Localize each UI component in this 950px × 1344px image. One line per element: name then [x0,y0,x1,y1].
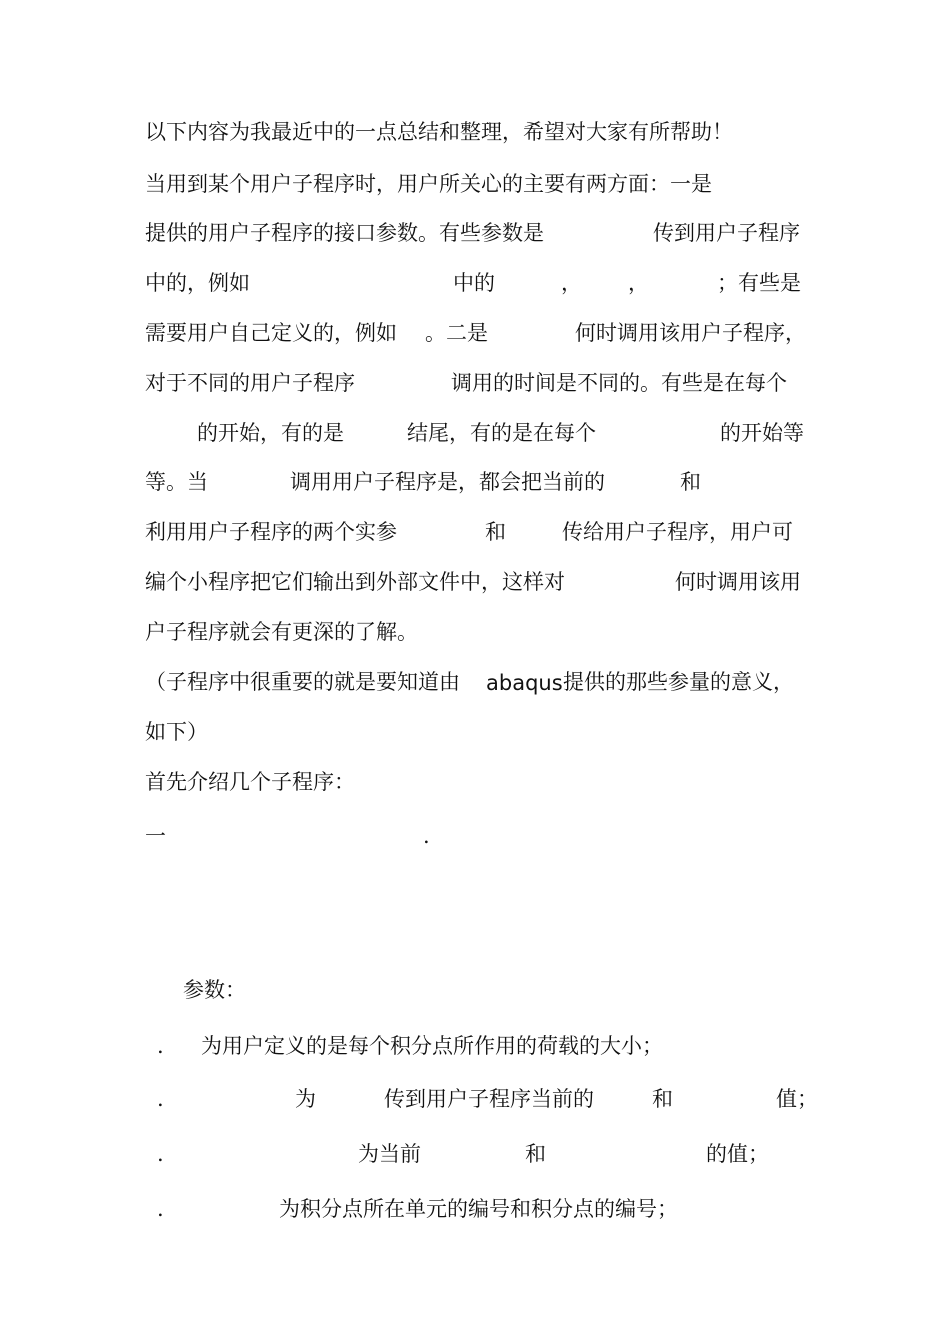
line-text: 何时调用该用户子程序， [575,321,806,345]
line-text: 提供的那些参量的意义， [563,670,794,694]
line-text: 首先介绍几个子程序： [145,770,355,794]
line-text: 传到用户子程序 [653,221,800,245]
bullet: . [157,1087,164,1111]
line-text: 编个小程序把它们输出到外部文件中，这样对 [145,570,565,594]
line-text: 和 [485,520,506,544]
line-text: 结尾，有的是在每个 [407,421,596,445]
param-text: 和 [652,1087,673,1111]
line-text: 中的 [453,271,495,295]
bullet: . [157,1197,164,1221]
line-text: 传给用户子程序，用户可 [562,520,793,544]
line-text: 户子程序就会有更深的了解。 [145,620,418,644]
bullet: . [157,1142,164,1166]
param-text: 和 [525,1142,546,1166]
param-text: 为积分点所在单元的编号和积分点的编号； [279,1197,678,1221]
line-text: 调用的时间是不同的。有些是在每个 [451,371,787,395]
line-text: ；有些是 [717,271,801,295]
param-text: 为 [295,1087,316,1111]
line-text: 当用到某个用户子程序时，用户所关心的主要有两方面：一是 [145,172,712,196]
param-text: 传到用户子程序当前的 [384,1087,594,1111]
line-text: abaqus [486,671,563,695]
line-text: 提供的用户子程序的接口参数。有些参数是 [145,221,544,245]
line-text: 的开始等 [720,421,804,445]
line-text: 的开始，有的是 [197,421,344,445]
line-text: 等。当 [145,470,208,494]
param-text: 的值； [706,1142,769,1166]
line-text: ， [628,271,649,295]
line-text: ， [561,271,582,295]
line-text: 何时调用该用 [675,570,801,594]
bullet: . [157,1034,164,1058]
line-text: 需要用户自己定义的，例如 [145,321,397,345]
line-text: 。二是 [425,321,488,345]
param-text: 为用户定义的是每个积分点所作用的荷载的大小； [201,1034,663,1058]
param-text: 值； [776,1087,818,1111]
section-number: 一 [145,824,166,848]
line-text: 以下内容为我最近中的一点总结和整理，希望对大家有所帮助！ [145,120,733,144]
line-text: 中的，例如 [145,271,250,295]
line-text: 对于不同的用户子程序 [145,371,355,395]
line-text: （子程序中很重要的就是要知道由 [145,670,460,694]
line-text: 调用用户子程序是，都会把当前的 [290,470,605,494]
section-dot: . [423,824,430,848]
line-text: 如下） [145,720,208,744]
param-text: 为当前 [358,1142,421,1166]
line-text: 利用用户子程序的两个实参 [145,520,397,544]
line-text: 和 [680,470,701,494]
params-heading-text: 参数： [183,978,246,1002]
